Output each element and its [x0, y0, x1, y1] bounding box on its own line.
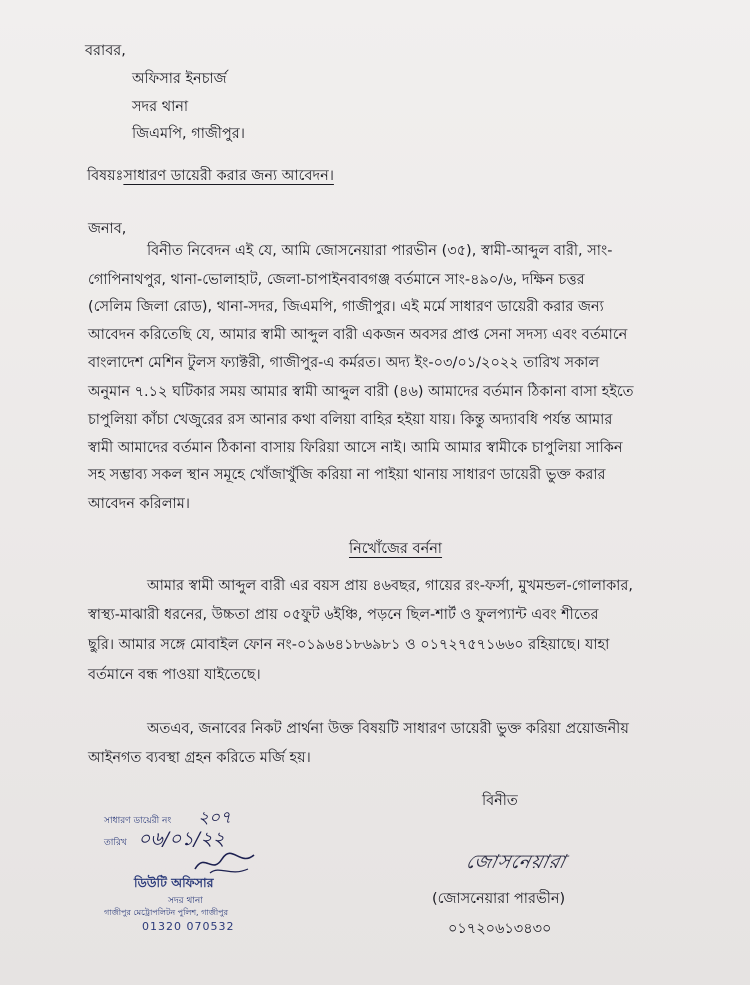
signature: জোসনেয়ারা	[464, 851, 569, 873]
closing-vinito: বিনীত	[482, 793, 518, 809]
para1-line: স্বামী আমাদের বর্তমান ঠিকানা বাসায় ফিরিয়া আসে নাই। আমি আমার স্বামীকে চাপুলিয়া সাকিন	[88, 440, 623, 456]
address-to: বরাবর,	[85, 43, 126, 59]
closing-phone: ০১৭২০৬১৩৪৩০	[448, 921, 552, 937]
stamp-station: সদর থানা	[168, 896, 203, 906]
para1-line: বিনীত নিবেদন এই যে, আমি জোসনেয়ারা পারভীন (৩৫), স্বামী-আব্দুল বারী, সাং-	[147, 243, 613, 259]
para1-line: গোপিনাথপুর, থানা-ভোলাহাট, জেলা-চাপাইনবাবগঞ্জ বর্তমানে সাং-৪৯০/৬, দক্ষিন চত্তর	[88, 272, 585, 288]
stamp-date-label: তারিখ	[104, 838, 127, 848]
salutation: জনাব,	[88, 221, 127, 237]
police-stamp	[90, 805, 320, 945]
subject-label: বিষয়ঃ	[87, 168, 124, 184]
para2-line: আমার স্বামী আব্দুল বারী এর বয়স প্রায় ৪৬বছর, গায়ের রং-ফর্সা, মুখমন্ডল-গোলাকার,	[147, 578, 634, 594]
para1-line: আবেদন করিতেছি যে, আমার স্বামী আব্দুল বারী একজন অবসর প্রাপ্ত সেনা সদস্য এবং বর্তমানে	[88, 327, 628, 343]
stamp-org: গাজীপুর মেট্রোপলিটন পুলিশ, গাজীপুর	[104, 908, 228, 917]
stamp-date-value: ০৬/০১/২২	[138, 828, 225, 850]
para2-line: স্বাস্থ্য-মাঝারী ধরনের, উচ্চতা প্রায় ০৫ফুট ৬ইঞ্চি, পড়নে ছিল-শার্ট ও ফুলপ্যান্ট এবং শীতের	[88, 607, 599, 623]
subject-line	[87, 165, 334, 189]
para1-line: আবেদন করিলাম।	[88, 496, 190, 512]
para2-line: বর্তমানে বন্ধ পাওয়া যাইতেছে।	[88, 667, 261, 683]
para1-line: চাপুলিয়া কাঁচা খেজুরের রস আনার কথা বলিয়া বাহির হইয়া যায়। কিন্তু অদ্যাবধি পর্যন্ত আমার	[88, 412, 613, 428]
address-line3: জিএমপি, গাজীপুর।	[132, 126, 245, 142]
para3-line: অতএব, জনাবের নিকট প্রার্থনা উক্ত বিষয়টি সাধারণ ডায়েরী ভুক্ত করিয়া প্রয়োজনীয়	[147, 721, 629, 737]
para1-line: (সেলিম জিলা রোড), থানা-সদর, জিএমপি, গাজীপুর। এই মর্মে সাধারণ ডায়েরী করার জন্য	[88, 299, 604, 315]
para2-line: ছুরি। আমার সঙ্গে মোবাইল ফোন নং-০১৯৬৪১৮৬৯৮১ ও ০১৭২৭৫৭১৬৬০ রহিয়াছে। যাহা	[88, 637, 610, 653]
para1-line: অনুমান ৭.১২ ঘটিকার সময় আমার স্বামী আব্দুল বারী (৪৬) আমাদের বর্তমান ঠিকানা বাসা হইতে	[88, 384, 634, 400]
section-title: নিখোঁজের বর্ননা	[349, 541, 443, 557]
para3-line: আইনগত ব্যবস্থা গ্রহন করিতে মর্জি হয়।	[88, 750, 311, 766]
stamp-gd-label: সাধারণ ডায়েরী নং	[104, 816, 172, 826]
subject-text: সাধারণ ডায়েরী করার জন্য আবেদন।	[123, 168, 334, 184]
para1-line: সহ সম্ভাব্য সকল স্থান সমূহে খোঁজাখুঁজি করিয়া না পাইয়া থানায় সাধারণ ডায়েরী ভুক্ত করার	[88, 467, 606, 483]
address-line2: সদর থানা	[132, 99, 189, 115]
closing-name: (জোসনেয়ারা পারভীন)	[432, 891, 566, 907]
stamp-phone: 01320 070532	[142, 920, 235, 933]
stamp-gd-number: ২০৭	[198, 808, 232, 828]
stamp-officer-title: ডিউটি অফিসার	[134, 875, 214, 890]
address-line1: অফিসার ইনচার্জ	[132, 71, 227, 87]
para1-line: বাংলাদেশ মেশিন টুলস ফ্যাক্টরী, গাজীপুর-এ কর্মরত। অদ্য ইং-০৩/০১/২০২২ তারিখ সকাল	[88, 355, 600, 371]
